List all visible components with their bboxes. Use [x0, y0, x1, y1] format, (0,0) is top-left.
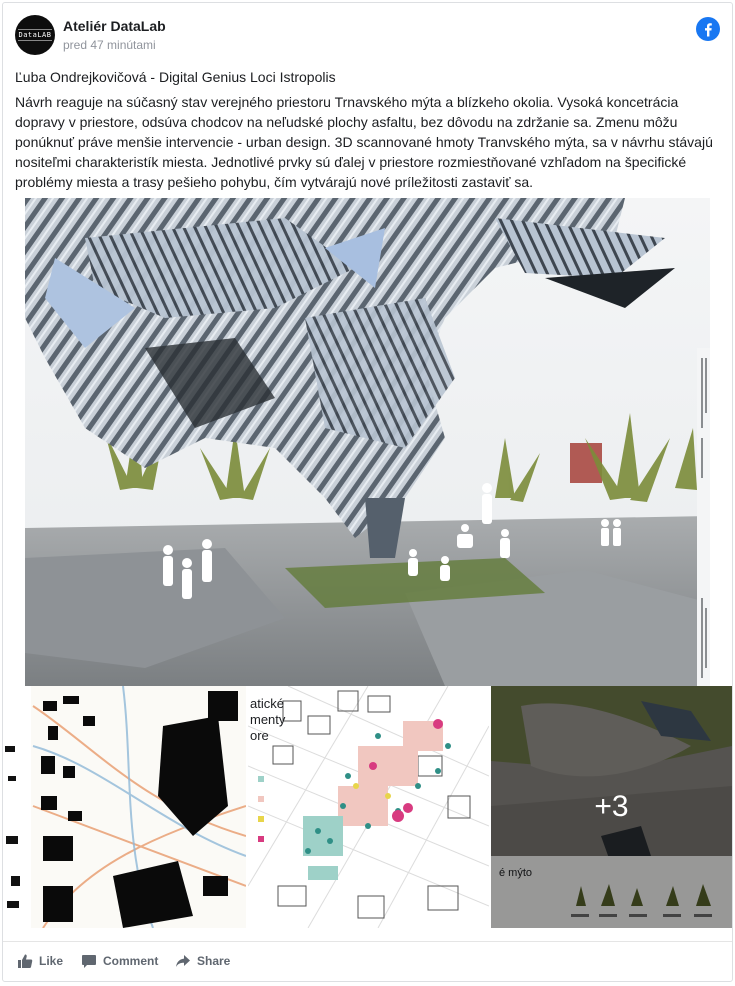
comment-label: Comment: [103, 954, 159, 968]
share-button[interactable]: [175, 942, 230, 980]
thumb2-heading-line1: atické: [250, 696, 284, 711]
gallery-thumb-3-more[interactable]: [491, 686, 732, 928]
post-text: Návrh reaguje na súčasný stav verejného priestoru Trnavského mýta a blízkeho okolia. Vysoká koncetrácia dopravy v priestore, odsúva chodcov na neľudské plochy asfaltu, bez dôvodu na zdržanie sa. Zmenu môžu ponúknuť práve menšie intervencie - urban design. 3D scannované hmoty Tranvského mýta, sa v návrhu stávajú nositeľmi charakteristík miesta. Jednotlivé prvky sú ďalej v priestore rozmiestňované vzhľadom na špecifické problémy miesta a trasy pešieho pohybu, čím vytvárajú nové príležitosti zastaviť sa.: [15, 94, 713, 190]
gallery-thumb-1[interactable]: [3, 686, 246, 928]
like-button[interactable]: [17, 942, 63, 980]
thumb2-heading-line2: menty: [250, 712, 286, 727]
post-card: [2, 2, 733, 982]
like-label: Like: [39, 954, 64, 968]
more-photos-overlay[interactable]: [491, 686, 732, 928]
comment-button[interactable]: [81, 942, 158, 980]
photo-grid: [3, 686, 732, 928]
facebook-logo-icon[interactable]: [696, 17, 720, 41]
page-name-link[interactable]: Ateliér DataLab: [63, 18, 166, 34]
post-action-bar: [3, 941, 732, 982]
urban-map-illustration: [3, 686, 246, 928]
post-title: Ľuba Ondrejkovičová - Digital Genius Loci Istropolis: [15, 69, 336, 85]
post-header: [15, 15, 720, 57]
comment-bubble-icon: [81, 953, 97, 969]
axonometric-plan-illustration: [248, 686, 489, 928]
render-illustration: [25, 198, 710, 686]
post-timestamp[interactable]: pred 47 minútami: [63, 38, 156, 52]
avatar-logo-text: DataLAB: [18, 31, 52, 39]
more-photos-count: +3: [594, 790, 629, 823]
share-arrow-icon: [175, 953, 191, 969]
main-post-image[interactable]: [25, 198, 710, 686]
thumbs-up-icon: [17, 953, 33, 969]
thumb3-caption: é mýto: [499, 867, 533, 879]
avatar[interactable]: [15, 15, 55, 55]
thumb2-heading-line3: ore: [250, 728, 269, 743]
gallery-thumb-2[interactable]: [248, 686, 489, 928]
share-label: Share: [197, 954, 231, 968]
